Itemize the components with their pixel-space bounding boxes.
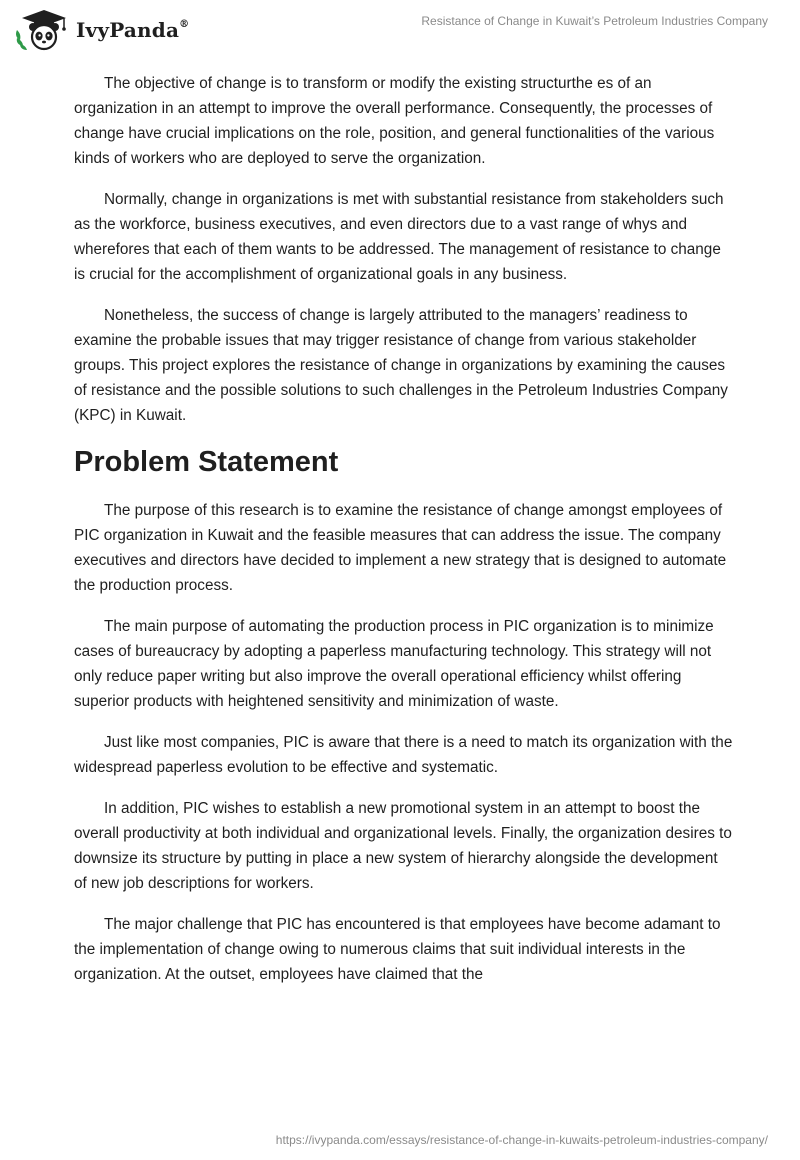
paragraph: Normally, change in organizations is met with substantial resistance from stakeholders such as the workforce, business executives, and even directors due to a vast range of whys and wherefores that each of them wants to be addressed. The management of resistance to change is crucial for the accomplishment of organizational goals in any business.	[74, 191, 724, 283]
section-heading: Problem Statement	[74, 446, 339, 478]
document-title: Resistance of Change in Kuwait’s Petroleum Industries Company	[421, 14, 768, 28]
brand-name: IvyPanda®	[76, 18, 190, 42]
paragraph: The objective of change is to transform or modify the existing structurthe es of an organization in an attempt to improve the overall performance. Consequently, the processes of change have crucial implications on the role, position, and general functionalities of the various kinds of workers who are deployed to serve the organization.	[74, 75, 715, 167]
brand-logo[interactable]	[14, 8, 189, 52]
panda-graduate-icon	[14, 8, 72, 52]
paragraph: The major challenge that PIC has encountered is that employees have become adamant to the implementation of change owing to numerous claims that suit individual interests in the organization. At the outset, employees have claimed that the	[74, 916, 721, 983]
paragraph: Just like most companies, PIC is aware that there is a need to match its organization with the widespread paperless evolution to be effective and systematic.	[74, 734, 733, 776]
paragraph: The purpose of this research is to examine the resistance of change amongst employees of PIC organization in Kuwait and the feasible measures that can address the issue. The company executives and directors have decided to implement a new strategy that is designed to automate the production process.	[74, 502, 727, 594]
paragraph: The main purpose of automating the production process in PIC organization is to minimize cases of bureaucracy by adopting a paperless manufacturing technology. This strategy will not only reduce paper writing but also improve the overall operational efficiency whilst offering superior products with heightened sensitivity and minimization of waste.	[74, 618, 714, 710]
paragraph: In addition, PIC wishes to establish a new promotional system in an attempt to boost the overall productivity at both individual and organizational levels. Finally, the organization desires to downsize its structure by putting in place a new system of hierarchy alongside the development of new job descriptions for workers.	[74, 800, 732, 892]
paragraph: Nonetheless, the success of change is largely attributed to the managers’ readiness to examine the probable issues that may trigger resistance of change from various stakeholder groups. This project explores the resistance of change in organizations by examining the causes of resistance and the possible solutions to such challenges in the Petroleum Industries Company (KPC) in Kuwait.	[74, 307, 728, 424]
source-url[interactable]: https://ivypanda.com/essays/resistance-of-change-in-kuwaits-petroleum-industries-company/	[275, 1133, 768, 1147]
essay-body	[74, 71, 734, 1003]
page-header	[0, 0, 800, 64]
